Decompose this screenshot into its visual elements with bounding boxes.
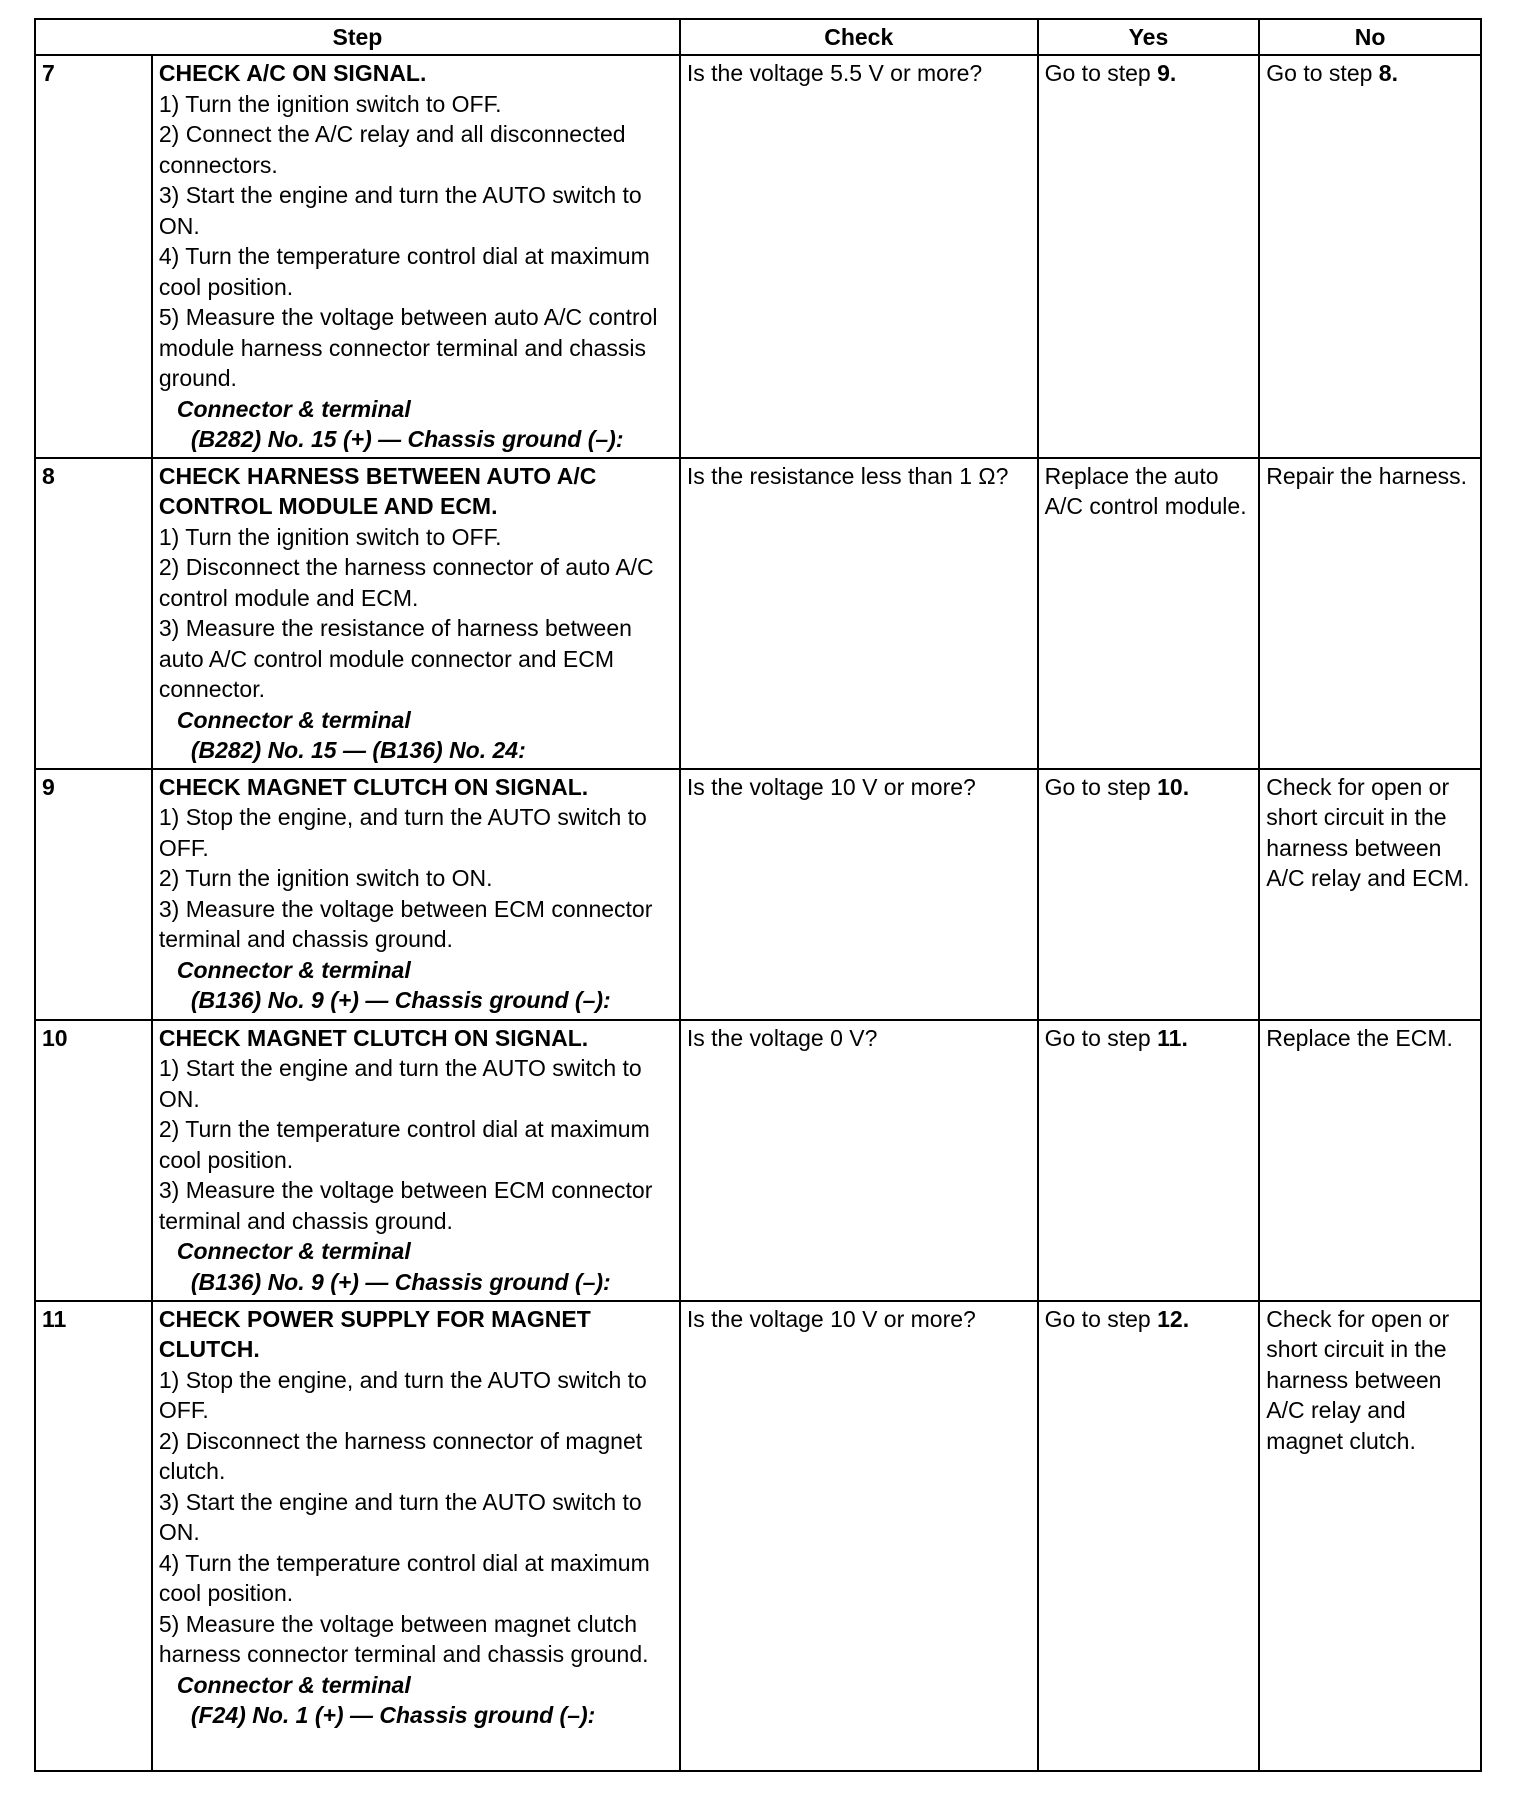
diagnostic-table (34, 18, 1482, 1772)
connector-label: Connector & terminal (176, 1671, 411, 1698)
step-number: 10 (35, 1020, 152, 1301)
instruction: 3) Measure the voltage between ECM connector terminal and chassis ground. (158, 1177, 653, 1234)
connector-value: (B282) No. 15 (+) — Chassis ground (–): (190, 426, 624, 452)
step-cell (152, 55, 680, 458)
step-title: CHECK MAGNET CLUTCH ON SIGNAL. (158, 1024, 589, 1051)
header-check: Check (680, 19, 1038, 55)
connector-label: Connector & terminal (176, 395, 411, 422)
step-title: CHECK A/C ON SIGNAL. (158, 60, 427, 86)
instruction: 2) Connect the A/C relay and all disconnected connectors. (158, 121, 626, 178)
table-row (35, 1020, 1481, 1301)
yes-cell: Replace the auto A/C control module. (1038, 458, 1260, 769)
step-cell (152, 769, 680, 1020)
check-cell: Is the voltage 5.5 V or more? (680, 55, 1038, 458)
yes-cell: Go to step 11. (1038, 1020, 1260, 1301)
no-cell: Replace the ECM. (1259, 1020, 1481, 1301)
check-cell: Is the voltage 10 V or more? (680, 769, 1038, 1020)
instruction: 4) Turn the temperature control dial at maximum cool position. (158, 243, 650, 300)
yes-text: Go to step (1044, 1305, 1158, 1332)
instruction: 1) Turn the ignition switch to OFF. (158, 523, 502, 550)
instruction: 4) Turn the temperature control dial at maximum cool position. (158, 1549, 650, 1606)
header-step: Step (35, 19, 680, 55)
yes-cell: Go to step 10. (1038, 769, 1260, 1020)
step-cell (152, 1020, 680, 1301)
check-cell: Is the voltage 10 V or more? (680, 1301, 1038, 1771)
instruction: 3) Start the engine and turn the AUTO switch to ON. (158, 1488, 642, 1545)
step-number: 8 (35, 458, 152, 769)
step-title: CHECK MAGNET CLUTCH ON SIGNAL. (158, 773, 589, 800)
table-row (35, 55, 1481, 458)
connector-label: Connector & terminal (176, 956, 411, 983)
instruction: 3) Measure the voltage between ECM connector terminal and chassis ground. (158, 895, 653, 952)
yes-cell: Go to step 9. (1038, 55, 1260, 458)
no-cell: Check for open or short circuit in the harness between A/C relay and ECM. (1259, 769, 1481, 1020)
step-number: 9 (35, 769, 152, 1020)
instruction: 3) Start the engine and turn the AUTO switch to ON. (158, 182, 642, 239)
connector-value: (B282) No. 15 — (B136) No. 24: (190, 737, 526, 763)
yes-step-ref: 11 (1157, 1024, 1182, 1051)
instruction: 2) Disconnect the harness connector of auto A/C control module and ECM. (158, 554, 654, 611)
table-row (35, 769, 1481, 1020)
instruction: 2) Turn the temperature control dial at maximum cool position. (158, 1116, 650, 1173)
instruction: 3) Measure the resistance of harness between auto A/C control module connector and ECM connector. (158, 615, 632, 702)
header-no: No (1259, 19, 1481, 55)
connector-value: (B136) No. 9 (+) — Chassis ground (–): (190, 1268, 611, 1295)
step-number: 7 (35, 55, 152, 458)
yes-step-ref: 9 (1157, 60, 1170, 86)
no-cell: Check for open or short circuit in the harness between A/C relay and magnet clutch. (1259, 1301, 1481, 1771)
header-yes: Yes (1038, 19, 1260, 55)
yes-step-ref: 12 (1157, 1305, 1183, 1332)
instruction: 2) Turn the ignition switch to ON. (158, 865, 493, 891)
instruction: 5) Measure the voltage between magnet clutch harness connector terminal and chassis ground. (158, 1610, 649, 1667)
instruction: 1) Start the engine and turn the AUTO switch to ON. (158, 1055, 642, 1112)
connector-label: Connector & terminal (176, 706, 411, 733)
yes-step-ref: 10 (1157, 773, 1183, 800)
no-step-ref: 8 (1378, 60, 1392, 86)
connector-value: (F24) No. 1 (+) — Chassis ground (–): (190, 1702, 596, 1728)
step-number: 11 (35, 1301, 152, 1771)
table-row (35, 458, 1481, 769)
yes-cell: Go to step 12. (1038, 1301, 1260, 1771)
instruction: 1) Turn the ignition switch to OFF. (158, 90, 502, 117)
instruction: 1) Stop the engine, and turn the AUTO switch to OFF. (158, 804, 647, 861)
step-title: CHECK HARNESS BETWEEN AUTO A/C CONTROL MODULE AND ECM. (158, 462, 597, 519)
header-row (35, 19, 1481, 55)
no-text: Go to step (1266, 60, 1379, 86)
connector-label: Connector & terminal (176, 1238, 411, 1264)
yes-text: Go to step (1044, 1024, 1158, 1051)
connector-value: (B136) No. 9 (+) — Chassis ground (–): (190, 987, 611, 1013)
yes-text: Go to step (1044, 773, 1158, 800)
step-title: CHECK POWER SUPPLY FOR MAGNET CLUTCH. (158, 1305, 591, 1362)
step-cell (152, 1301, 680, 1771)
no-cell: Go to step 8. (1259, 55, 1481, 458)
check-cell: Is the resistance less than 1 Ω? (680, 458, 1038, 769)
yes-text: Go to step (1044, 60, 1158, 86)
no-cell: Repair the harness. (1259, 458, 1481, 769)
instruction: 2) Disconnect the harness connector of magnet clutch. (158, 1427, 643, 1484)
check-cell: Is the voltage 0 V? (680, 1020, 1038, 1301)
table-row (35, 1301, 1481, 1771)
instruction: 1) Stop the engine, and turn the AUTO switch to OFF. (158, 1366, 647, 1423)
instruction: 5) Measure the voltage between auto A/C control module harness connector terminal and chassis ground. (158, 304, 658, 391)
step-cell (152, 458, 680, 769)
